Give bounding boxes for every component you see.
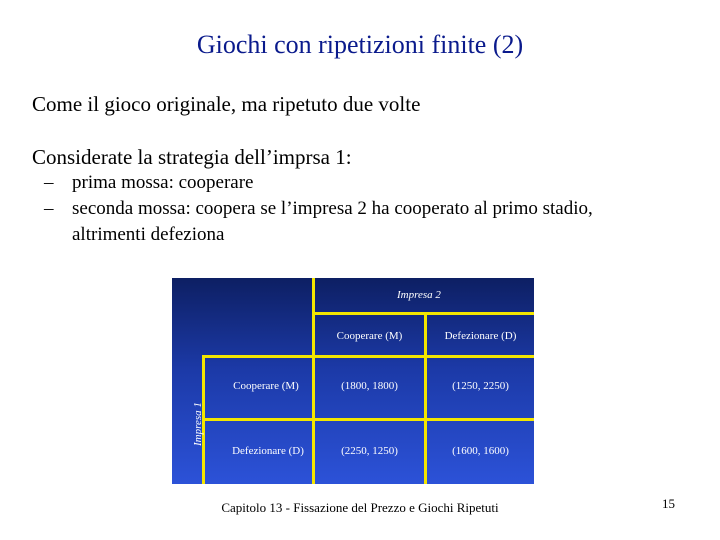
player2-label: Impresa 2 [397,289,441,301]
bullet-dash: – [44,172,54,193]
payoff-cell-md: (1250, 2250) [452,380,509,392]
grid-line-horizontal [202,418,534,421]
row-header-cooperare: Cooperare (M) [233,380,299,392]
strategy-heading: Considerate la strategia dell’imprsa 1: [32,145,352,169]
row-header-defezionare: Defezionare (D) [232,445,304,457]
payoff-matrix [172,278,534,484]
bullet-2-text: seconda mossa: coopera se l’impresa 2 ha cooperato al primo stadio, [72,198,593,219]
bullet-2 [44,198,593,220]
page-number: 15 [662,496,675,511]
bullet-2-continuation: altrimenti defeziona [72,224,225,245]
footer-text: Capitolo 13 - Fissazione del Prezzo e Giochi Ripetuti [221,500,499,515]
col-header-defezionare: Defezionare (D) [444,330,517,342]
payoff-cell-dd: (1600, 1600) [452,445,509,457]
player1-label: Impresa 1 [192,402,204,446]
bullet-1 [44,172,253,194]
slide-title: Giochi con ripetizioni finite (2) [196,30,524,59]
intro-text: Come il gioco originale, ma ripetuto due volte [32,92,421,116]
bullet-1-text: prima mossa: cooperare [72,172,254,193]
grid-line-horizontal [202,355,534,358]
bullet-dash: – [44,198,54,219]
payoff-cell-mm: (1800, 1800) [341,380,398,392]
grid-line-horizontal [312,312,534,315]
payoff-cell-dm: (2250, 1250) [341,445,398,457]
col-header-cooperare: Cooperare (M) [336,330,403,342]
